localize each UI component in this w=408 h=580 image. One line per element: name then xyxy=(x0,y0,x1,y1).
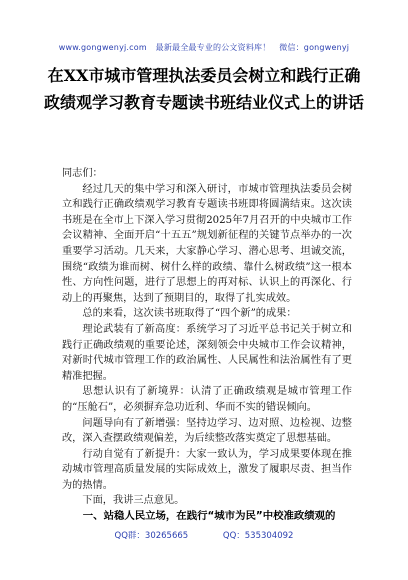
footer-qq-group: QQ群：30265665 xyxy=(114,531,189,541)
salutation: 同志们： xyxy=(62,168,103,179)
header-wechat: 微信：gongwenyj xyxy=(279,43,350,52)
paragraph: 行动自觉有了新提升：大家一致认为，学习成果要体现在推动城市管理高质量发展的实际成效上，激发了履职尽责、担当作为的热情。 xyxy=(62,448,352,491)
paragraph: 问题导向有了新增强：坚持边学习、边对照、边检视、边整改，深入查摆政绩观偏差，为后续整改落实奠定了思想基础。 xyxy=(62,417,352,445)
document-title: 在XX市城市管理执法委员会树立和践行正确政绩观学习教育专题读书班结业仪式上的讲话 xyxy=(43,66,364,112)
header-slogan: 最新最全最专业的公文资料库！ xyxy=(155,43,271,52)
paragraph: 经过几天的集中学习和深入研讨，市城市管理执法委员会树立和践行正确政绩观学习教育专题读书班即将圆满结束。这次读书班是在全市上下深入学习贯彻2025年7月召开的中央城市工作会议精神、全面开启“十五五”规划新征程的关键节点举办的一次重要学习活动。几天来，大家静心学习、潜心思考、坦诚交流，围绕“政绩为谁而树、树什么样的政绩、靠什么树政绩”这一根本性、方向性问题，进行了思想上的再对标、认识上的再深化、行动上的再聚焦，达到了预期目的，取得了扎实成效。 xyxy=(62,183,352,304)
paragraph: 思想认识有了新境界：认清了正确政绩观是城市管理工作的“压舱石”，必须摒弃急功近利、华而不实的错误倾向。 xyxy=(62,386,352,413)
paragraph: 下面，我讲三点意见。 xyxy=(82,495,185,507)
footer-qq: QQ：535304092 xyxy=(222,531,294,541)
paragraph: 总的来看，这次读书班取得了“四个新”的成果： xyxy=(82,308,297,320)
page-footer xyxy=(0,529,408,541)
section-heading: 一、站稳人民立场，在践行“城市为民”中校准政绩观的 xyxy=(82,510,336,523)
page-header xyxy=(0,42,408,53)
document-body xyxy=(62,166,352,525)
paragraph: 理论武装有了新高度：系统学习了习近平总书记关于树立和践行正确政绩观的重要论述，深刻领会中央城市工作会议精神，对新时代城市管理工作的政治属性、人民属性和法治属性有了更精准把握。 xyxy=(62,323,352,382)
header-site-link[interactable]: www.gongwenyj.com xyxy=(58,43,147,52)
